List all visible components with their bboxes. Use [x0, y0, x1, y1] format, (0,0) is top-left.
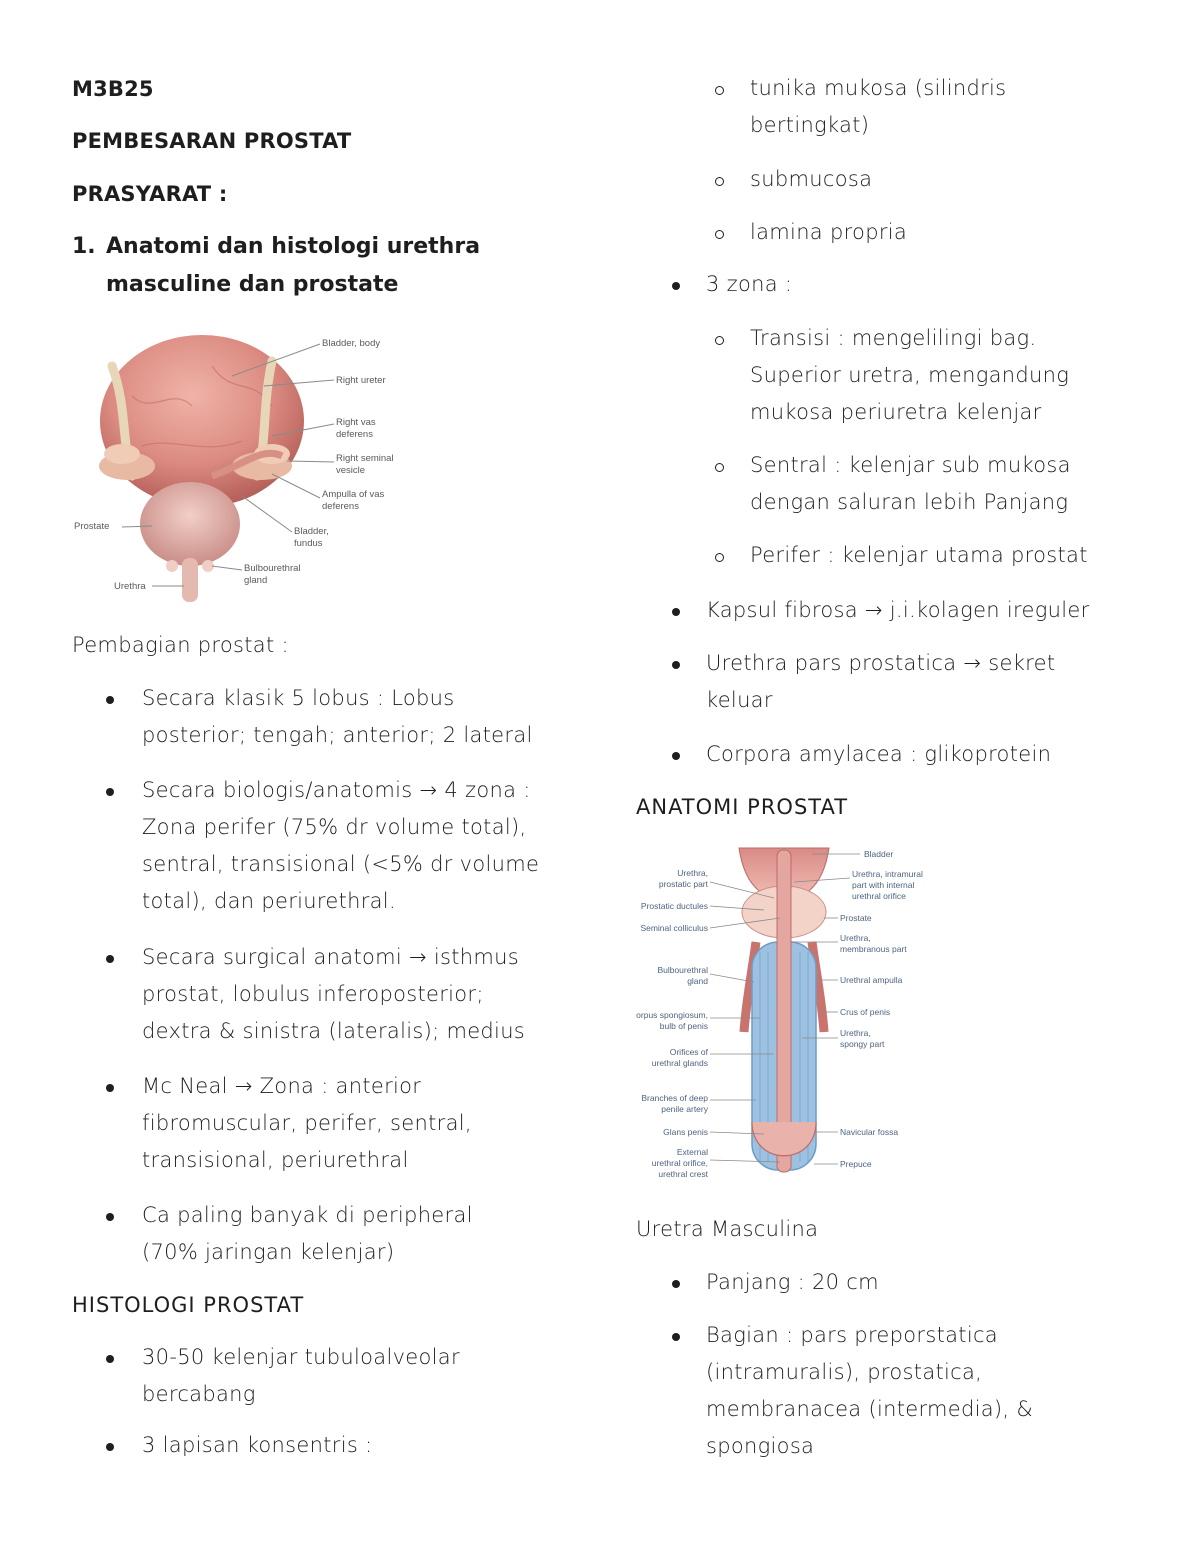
bladder-prostate-figure — [72, 326, 402, 610]
doc-code: M3B25 — [72, 77, 154, 101]
label-right-vas-2: deferens — [336, 429, 373, 440]
label-urethra-prostatic-1: Urethra, — [677, 868, 708, 878]
list-item-line: prostat, lobulus inferoposterior; — [142, 982, 484, 1006]
circle-bullet — [715, 86, 724, 95]
label-bladder: Bladder — [864, 849, 894, 859]
list-item-line: bertingkat) — [750, 113, 870, 137]
list-item-line: posterior; tengah; anterior; 2 lateral — [142, 723, 533, 747]
list-item-line: Kapsul fibrosa → j.i.kolagen ireguler — [706, 598, 1090, 622]
label-bladder-body: Bladder, body — [322, 338, 381, 349]
list-item-line: transisional, periurethral — [142, 1148, 409, 1172]
doc-title: PEMBESARAN PROSTAT — [72, 129, 352, 153]
label-corpus-2: bulb of penis — [659, 1021, 708, 1031]
list-item-line: mukosa periuretra kelenjar — [750, 400, 1042, 424]
label-right-ureter: Right ureter — [336, 375, 386, 386]
label-crus-of-penis: Crus of penis — [840, 1007, 891, 1017]
list-item-line: fibromuscular, perifer, sentral, — [142, 1111, 472, 1135]
circle-bullet — [715, 177, 724, 186]
label-bulbourethral-2: gland — [687, 976, 708, 986]
label-fundus-2: fundus — [294, 538, 323, 549]
zona-label: 3 zona : — [706, 272, 793, 296]
list-item-line: tunika mukosa (silindris — [750, 76, 1007, 100]
list-item-line: sentral, transisional (<5% dr volume — [142, 852, 540, 876]
bullet-dot — [672, 661, 680, 669]
list-item-line: Sentral : kelenjar sub mukosa — [750, 453, 1071, 477]
label-external-3: urethral crest — [658, 1169, 708, 1179]
bullet-dot — [106, 696, 114, 704]
label-urethra: Urethra — [114, 581, 146, 592]
label-seminal-1: Right seminal — [336, 453, 394, 464]
circle-bullet — [715, 463, 724, 472]
label-branches-1: Branches of deep — [641, 1093, 708, 1103]
section-title-line2: masculine dan prostate — [106, 272, 399, 297]
label-glans-penis: Glans penis — [663, 1127, 708, 1137]
list-item-line: Superior uretra, mengandung — [750, 363, 1070, 387]
list-item-line: dengan saluran lebih Panjang — [750, 490, 1069, 514]
bullet-dot — [672, 608, 680, 616]
list-item-line: spongiosa — [706, 1434, 815, 1458]
prostate-gland — [140, 482, 240, 566]
histologi-heading: HISTOLOGI PROSTAT — [72, 1293, 305, 1317]
list-item-line: 30-50 kelenjar tubuloalveolar — [142, 1345, 460, 1369]
label-prostatic-ductules: Prostatic ductules — [640, 901, 708, 911]
list-item-line: Urethra pars prostatica → sekret — [706, 651, 1056, 675]
label-intramural-1: Urethra, intramural — [852, 869, 923, 879]
uretra-heading: Uretra Masculina — [636, 1217, 819, 1241]
label-external-1: External — [676, 1147, 708, 1157]
list-item-line: Secara surgical anatomi → isthmus — [142, 945, 520, 969]
pembagian-heading: Pembagian prostat : — [72, 633, 289, 657]
list-item-line: Perifer : kelenjar utama prostat — [750, 543, 1088, 567]
list-item-line: total), dan periurethral. — [142, 889, 396, 913]
label-ampulla-2: deferens — [322, 501, 359, 512]
label-branches-2: penile artery — [661, 1104, 708, 1114]
list-item-line: bercabang — [142, 1382, 256, 1406]
list-item-line: Bagian : pars preporstatica — [706, 1323, 998, 1347]
urethra-anatomy-figure — [634, 842, 940, 1182]
label-corpus-1: orpus spongiosum, — [636, 1010, 708, 1020]
label-orifices-2: urethral glands — [651, 1058, 708, 1068]
circle-bullet — [715, 553, 724, 562]
bullet-dot — [106, 1443, 114, 1451]
urethra-tube — [182, 558, 198, 602]
list-item-line: Transisi : mengelilingi bag. — [750, 326, 1037, 350]
list-item-line: Zona perifer (75% dr volume total), — [142, 815, 527, 839]
label-right-vas-1: Right vas — [336, 417, 376, 428]
bullet-dot — [106, 1355, 114, 1363]
section-title-line1: Anatomi dan histologi urethra — [106, 234, 481, 259]
label-seminal-2: vesicle — [336, 465, 366, 476]
circle-bullet — [715, 230, 724, 239]
label-intramural-2: part with internal — [852, 880, 915, 890]
list-item-line: Panjang : 20 cm — [706, 1270, 879, 1294]
bullet-dot — [672, 752, 680, 760]
label-navicular-fossa: Navicular fossa — [840, 1127, 899, 1137]
circle-bullet — [715, 336, 724, 345]
label-orifices-1: Orifices of — [669, 1047, 708, 1057]
list-item-line: Ca paling banyak di peripheral — [142, 1203, 473, 1227]
label-urethral-ampulla: Urethral ampulla — [840, 975, 903, 985]
label-intramural-3: urethral orifice — [852, 891, 906, 901]
prasyarat-label: PRASYARAT : — [72, 182, 228, 206]
list-item-line: keluar — [706, 688, 773, 712]
list-item-line: 3 lapisan konsentris : — [142, 1433, 373, 1457]
list-item-line: submucosa — [750, 167, 873, 191]
label-bulbourethral-1: Bulbourethral — [244, 563, 301, 574]
list-item-line: dextra & sinistra (lateralis); medius — [142, 1019, 526, 1043]
list-item-line: (intramuralis), prostatica, — [706, 1360, 983, 1384]
bullet-dot — [672, 282, 680, 290]
label-prostate: Prostate — [74, 521, 110, 532]
label-membranous-2: membranous part — [840, 944, 907, 954]
list-item-line: membranacea (intermedia), & — [706, 1397, 1034, 1421]
label-ampulla-1: Ampulla of vas — [322, 489, 385, 500]
list-item-line: Secara klasik 5 lobus : Lobus — [142, 686, 455, 710]
label-urethra-prostatic-2: prostatic part — [658, 879, 708, 889]
label-seminal-colliculus: Seminal colliculus — [640, 923, 708, 933]
list-item-line: (70% jaringan kelenjar) — [142, 1240, 395, 1264]
label-membranous-1: Urethra, — [840, 933, 871, 943]
label-fundus-1: Bladder, — [294, 526, 329, 537]
list-item-line: lamina propria — [750, 220, 908, 244]
label-bulbourethral-1: Bulbourethral — [657, 965, 708, 975]
bullet-dot — [106, 1084, 114, 1092]
list-item-line: Secara biologis/anatomis → 4 zona : — [142, 778, 531, 802]
label-spongy-1: Urethra, — [840, 1028, 871, 1038]
bullet-dot — [106, 955, 114, 963]
list-item-line: Mc Neal → Zona : anterior — [142, 1074, 422, 1098]
bullet-dot — [106, 1213, 114, 1221]
bullet-dot — [672, 1280, 680, 1288]
label-spongy-2: spongy part — [840, 1039, 885, 1049]
label-external-2: urethral orifice, — [651, 1158, 708, 1168]
label-prepuce: Prepuce — [840, 1159, 872, 1169]
bullet-dot — [672, 1333, 680, 1341]
list-item-line: Corpora amylacea : glikoprotein — [706, 742, 1052, 766]
anatomi-heading: ANATOMI PROSTAT — [636, 795, 849, 819]
section-number: 1. — [72, 234, 96, 259]
bullet-dot — [106, 788, 114, 796]
label-bulbourethral-2: gland — [244, 575, 268, 586]
label-prostate: Prostate — [840, 913, 872, 923]
